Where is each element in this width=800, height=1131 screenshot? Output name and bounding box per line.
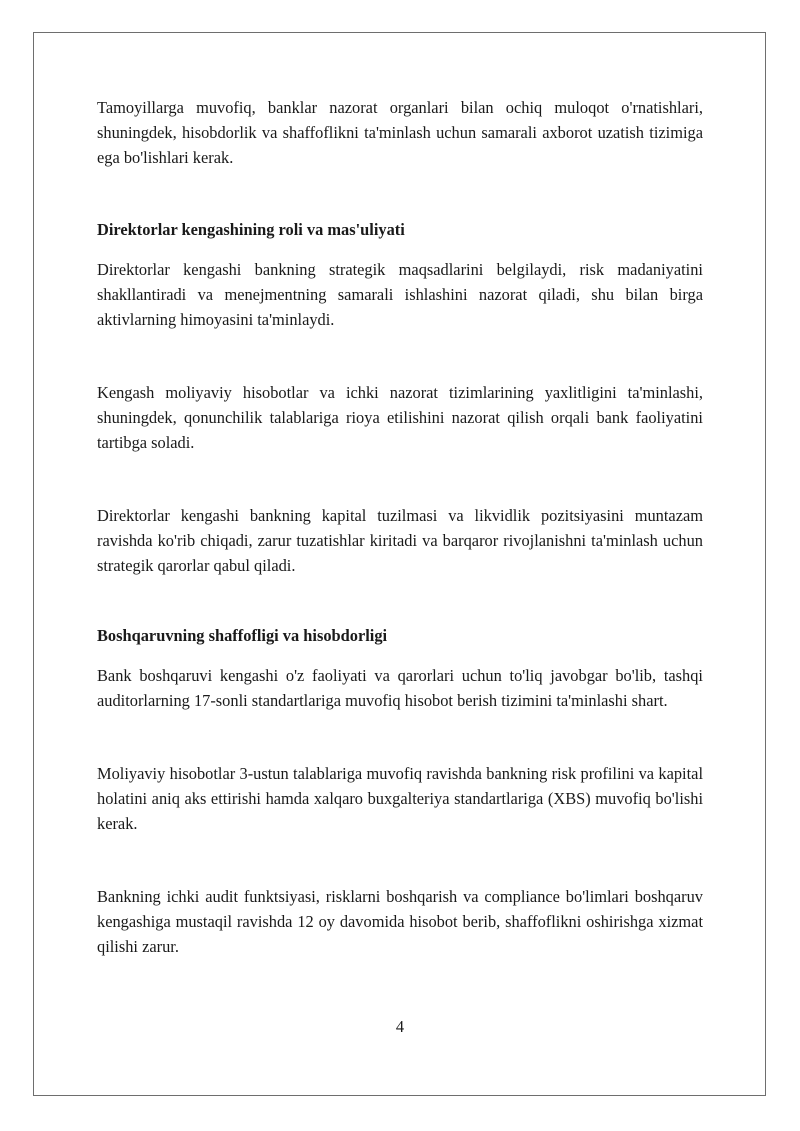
section-heading-board-role: Direktorlar kengashining roli va mas'uliyati [97,220,405,239]
paragraph-internal-audit: Bankning ichki audit funktsiyasi, risklarni boshqarish va compliance bo'limlari boshqaruv kengashiga mustaqil ravishda 12 oy davomida hisobot berib, shaffoflikni oshirishga xizmat qilishi zarur. [97,887,703,956]
paragraph-financial-reporting: Moliyaviy hisobotlar 3-ustun talablariga muvofiq ravishda bankning risk profilini va kapital holatini aniq aks ettirishi hamda xalqaro buxgalteriya standartlariga (XBS) muvofiq bo'lishi kerak. [97,764,703,833]
paragraph-management-accountability: Bank boshqaruvi kengashi o'z faoliyati va qarorlari uchun to'liq javobgar bo'lib, tashqi auditorlarning 17-sonli standartlariga muvofiq hisobot berish tizimini ta'minlashi shart. [97,666,703,710]
page-number: 4 [395,1017,405,1036]
section-heading-governance-transparency: Boshqaruvning shaffofligi va hisobdorligi [97,626,388,645]
paragraph-board-capital: Direktorlar kengashi bankning kapital tuzilmasi va likvidlik pozitsiyasini muntazam ravishda ko'rib chiqadi, zarur tuzatishlar kiritadi va barqaror rivojlanishni ta'minlash uchun strategik qarorlar qabul qiladi. [97,506,703,575]
paragraph-transparency-communication: Tamoyillarga muvofiq, banklar nazorat organlari bilan ochiq muloqot o'rnatishlari, shuningdek, hisobdorlik va shaffoflikni ta'minlash uchun samarali axborot uzatish tizimiga ega bo'lishlari kerak. [97,98,703,167]
paragraph-board-strategy: Direktorlar kengashi bankning strategik maqsadlarini belgilaydi, risk madaniyatini shakllantiradi va menejmentning samarali ishlashini nazorat qiladi, shu bilan birga aktivlarning himoyasini ta'minlaydi. [97,260,703,329]
page-content [97,95,703,959]
paragraph-board-integrity: Kengash moliyaviy hisobotlar va ichki nazorat tizimlarining yaxlitligini ta'minlashi, shuningdek, qonunchilik talablariga rioya etilishini nazorat qilish orqali bank faoliyatini tartibga soladi. [97,383,703,452]
